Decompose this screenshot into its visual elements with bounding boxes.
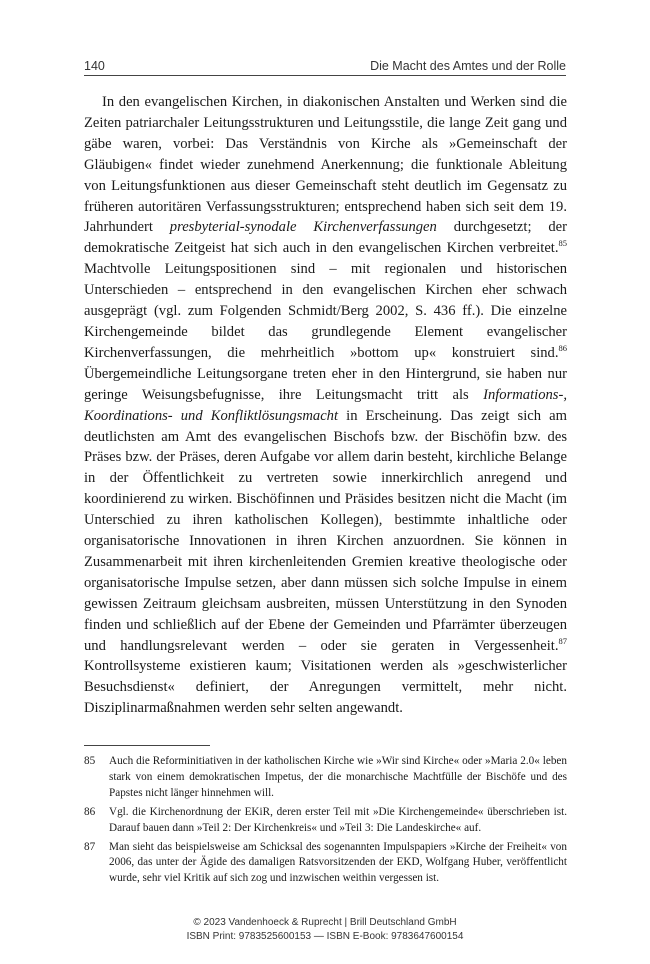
text-segment: Übergemeindliche Leitungsorgane treten eher in den Hintergrund, sie haben nur geringe Weisungsbefugnisse, ihre Leitungsmacht tritt als (84, 365, 567, 403)
imprint (0, 916, 650, 944)
footnote-text: Man sieht das beispielsweise am Schicksal des sogenannten Impulspapiers »Kirche der Freiheit« von 2006, das unter der Ägide des damaligen Ratsvorsitzenden der EKD, Wolfgang Huber, veröffentlicht wurde, sehr viel Kritik auf sich zog und inzwischen weithin vergessen ist. (109, 840, 567, 885)
copyright-line: © 2023 Vandenhoeck & Ruprecht | Brill Deutschland GmbH (193, 917, 457, 928)
running-title: Die Macht des Amtes und der Rolle (370, 59, 566, 73)
body-paragraph (84, 92, 567, 719)
text-segment: durchgesetzt; der demokratische Zeitgeist hat sich auch in den evangelischen Kirchen verbreitet. (84, 219, 568, 257)
footnote-ref-87[interactable]: 87 (558, 635, 567, 646)
footnote-rule (84, 745, 210, 746)
footnote-number: 86 (84, 805, 96, 818)
footnote (84, 754, 567, 802)
text-segment: in Erscheinung. Das zeigt sich am deutlichsten am Amt des evangelischen Bischofs bzw. der Bischöfin bzw. des Präses bzw. der Präses, deren Aufgabe vor allem darin besteht, kirchliche Belange in der Öffentlichkeit zu vertreten sowie innerkirchlich anregend und koordinierend zu wirken. Bischöfinnen und Präsides besitzen nicht die Macht (im Unterschied zu ihren katholischen Kollegen), bestimmte inhaltliche oder organisatorische Innovationen in ihren Kirchen anzuordnen. Sie können in Zusammenarbeit mit ihren kirchenleitenden Gremien kreative theologische oder organisatorische Impulse setzen, aber dann müssen sich solche Impulse in einem gewissen Zeitraum gleichsam ausbreiten, müssen Unterstützung in den Synoden finden und schließlich auf der Ebene der Gemeinden und Pfarrämter überzeugen und handlungsrelevant werden – oder sie geraten in Vergessenheit. (84, 407, 567, 654)
text-segment: Machtvolle Leitungspositionen sind – mit regionalen und historischen Unterschieden – entsprechend in den evangelischen Kirchen eher schwach ausgeprägt (vgl. zum Folgenden Schmidt/Berg 2002, S. 436 ff.). Die einzelne Kirchengemeinde bildet das grundlegende Element evangelischer Kirchenverfassungen, die mehrheitlich »bottom up« konstruiert sind. (84, 261, 567, 361)
text-segment: In den evangelischen Kirchen, in diakonischen Anstalten und Werken sind die Zeiten patriarchaler Leitungsstrukturen und Leitungsstile, die lange Zeit gang und gäbe waren, vorbei: Das Verständnis von Kirche als »Gemeinschaft der Gläubigen« findet wieder zunehmend Anerkennung; die funktionale Ableitung von Leitungsfunktionen aus dieser Gemeinschaft steht deutlich im Gegensatz zu früheren autoritären Verfassungsstrukturen; entsprechend haben sich seit dem 19. Jahrhundert (84, 94, 567, 236)
footnote-ref-85[interactable]: 85 (558, 238, 567, 249)
running-header (84, 55, 566, 73)
header-rule (84, 75, 566, 76)
footnote-text: Vgl. die Kirchenordnung der EKiR, deren erster Teil mit »Die Kirchengemeinde« überschrieben ist. Darauf bauen dann »Teil 2: Der Kirchenkreis« und »Teil 3: Die Landeskirche« auf. (109, 805, 567, 834)
footnote (84, 805, 567, 837)
emphasis-text: presbyterial-synodale Kirchenverfassungen (169, 219, 437, 236)
emphasis-text: Informations-, Koordinations- und Konfliktlösungsmacht (84, 386, 567, 424)
isbn-line: ISBN Print: 9783525600153 — ISBN E-Book: 9783647600154 (186, 931, 464, 942)
main-text (84, 92, 567, 719)
footnote (84, 840, 567, 888)
footnotes (84, 754, 567, 890)
footnote-number: 85 (84, 755, 96, 767)
footnote-number: 87 (84, 840, 96, 853)
text-segment: Kontrollsysteme existieren kaum; Visitationen werden als »geschwisterlicher Besuchsdienst« definiert, der Anregungen vermittelt, mehr nicht. Disziplinarmaßnahmen werden sehr selten angewandt. (84, 658, 567, 717)
page-number: 140 (84, 59, 105, 73)
footnote-text: Auch die Reforminitiativen in der katholischen Kirche wie »Wir sind Kirche« oder »Maria 2.0« leben stark von einem demokratischen Impetus, der die monarchische Machtfülle der Bischöfe und des Papstes nicht länger hinnehmen will. (109, 755, 567, 799)
footnote-ref-86[interactable]: 86 (558, 343, 567, 354)
